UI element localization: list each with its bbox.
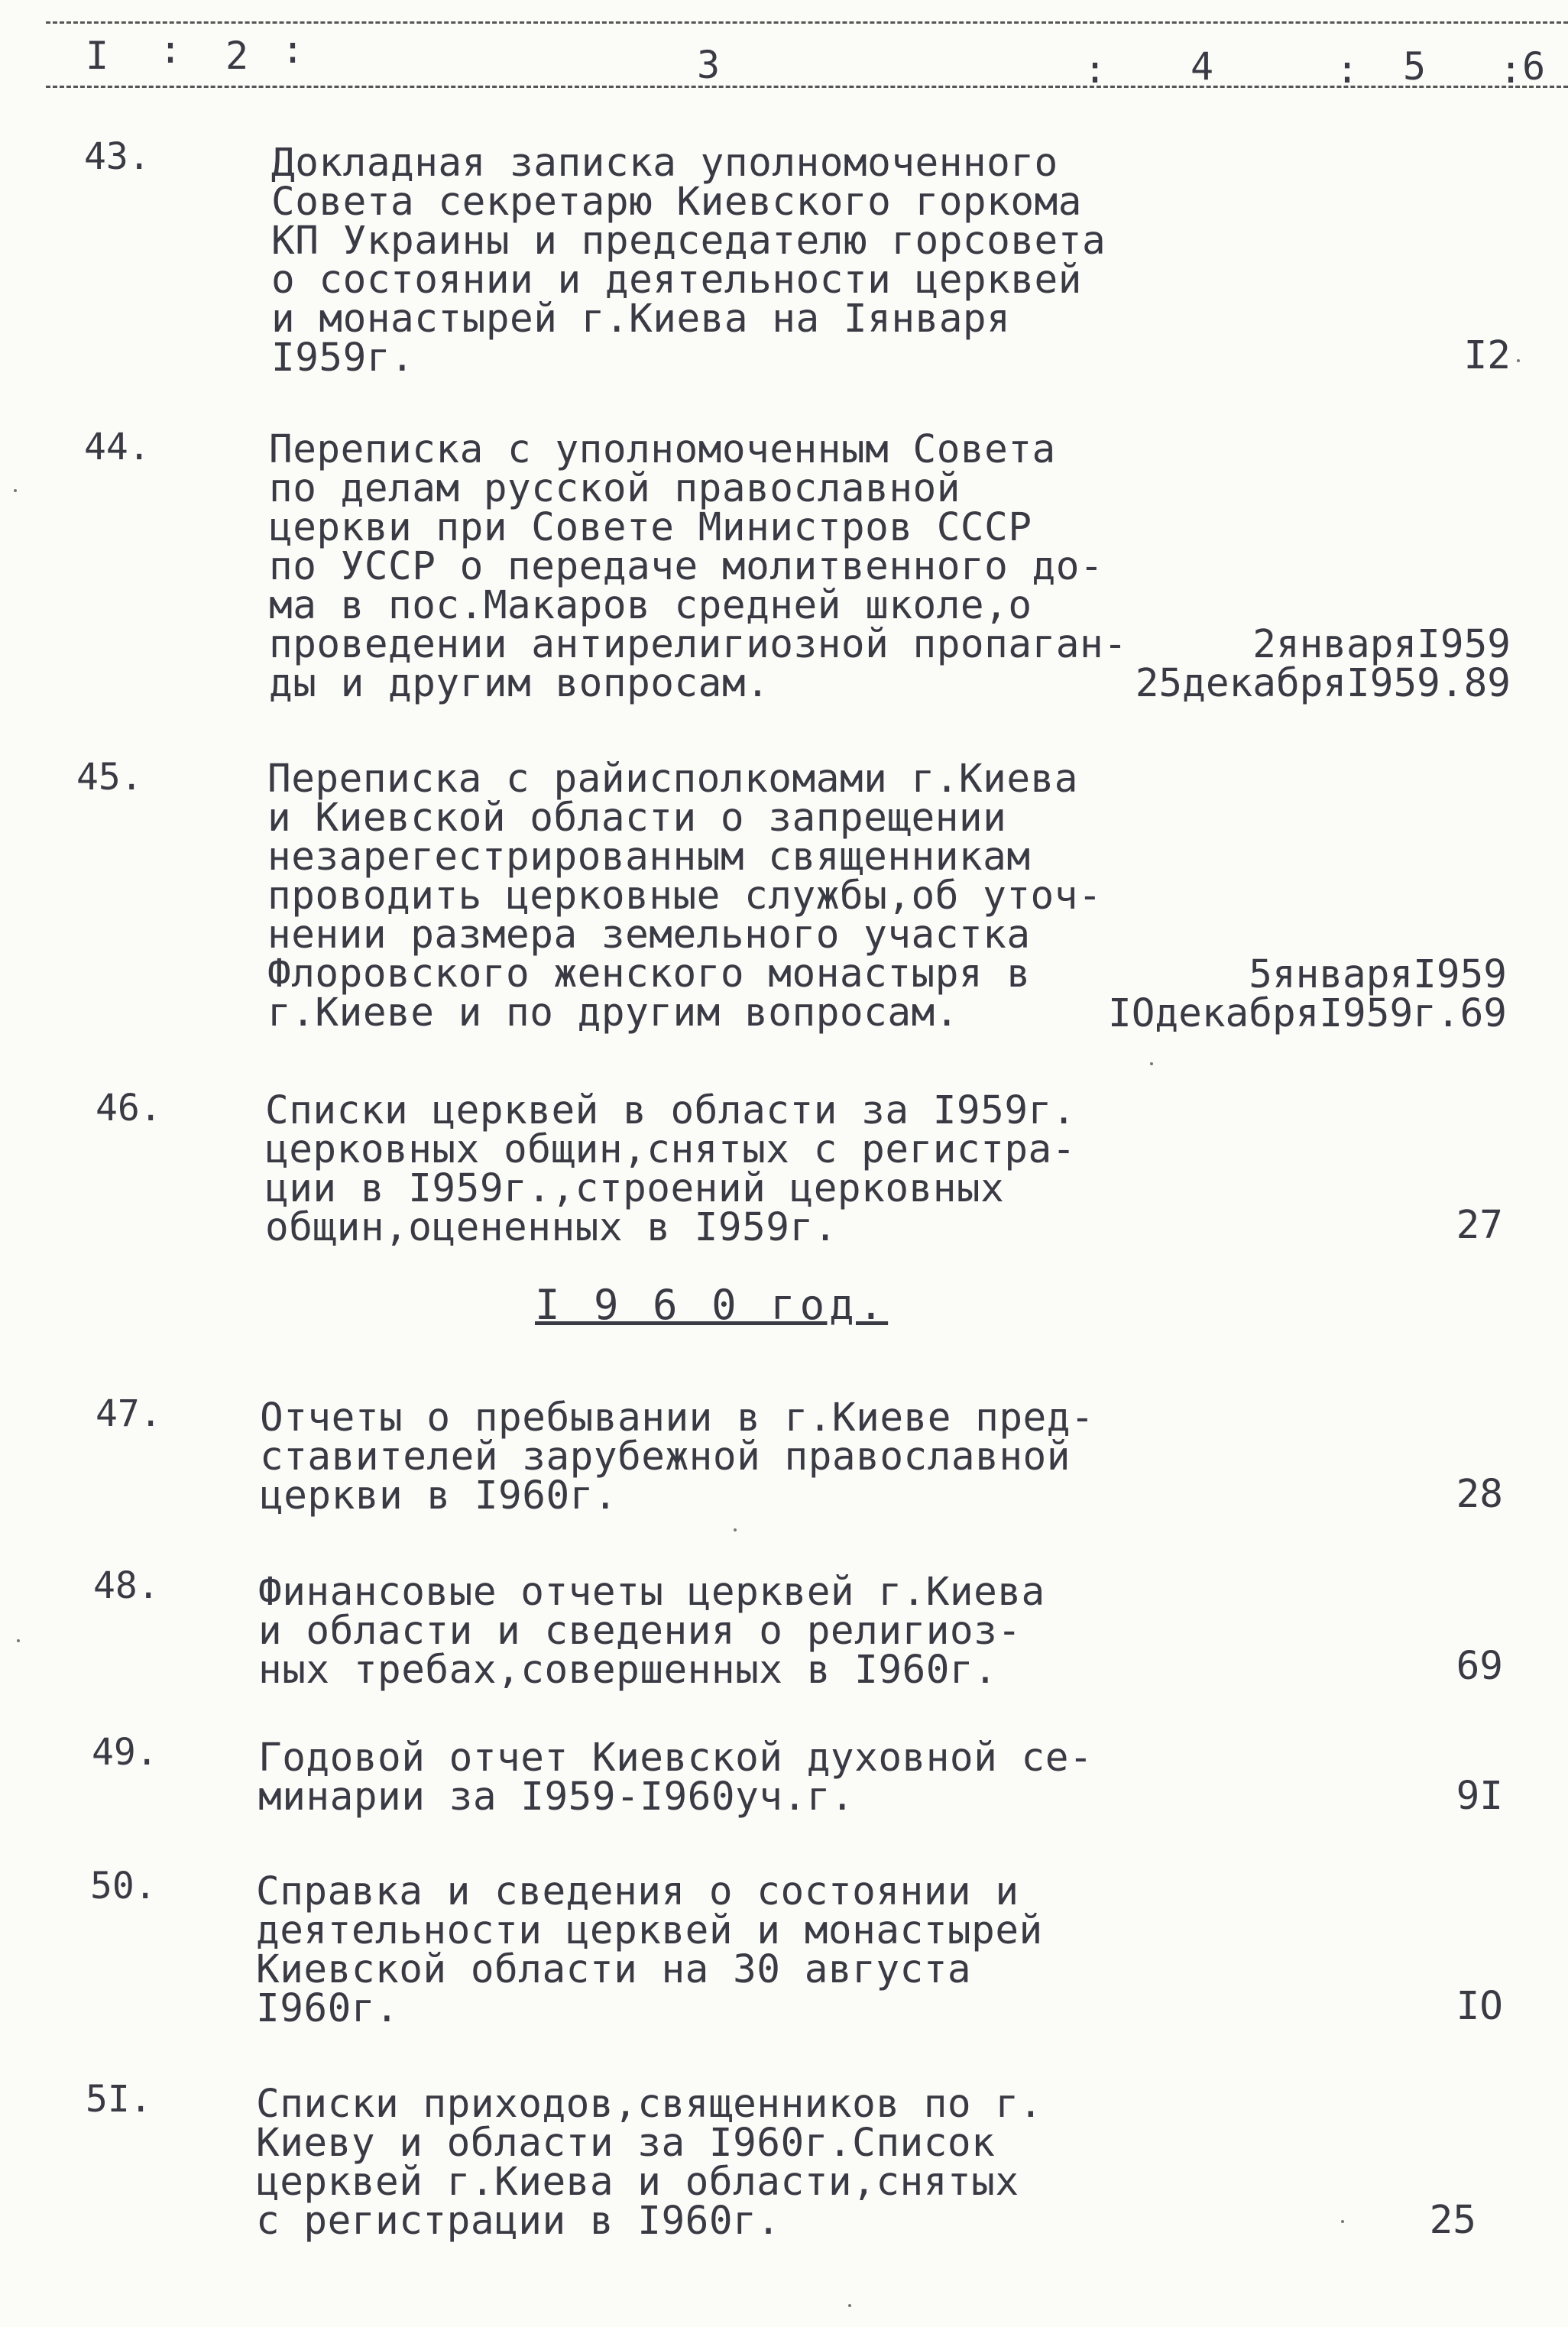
header-col-5: 5: [1403, 44, 1427, 89]
entry-number: 43.: [84, 135, 151, 178]
scan-speck: [848, 2304, 851, 2307]
header-sep: :: [1336, 47, 1359, 92]
header-sep: :: [1084, 47, 1107, 92]
scan-speck: [1517, 359, 1520, 362]
entry-number: 44.: [84, 426, 151, 468]
header-col-2: 2: [225, 34, 249, 78]
entry-description: Списки приходов,священников по г. Киеву и области за I960г.Список церквей г.Киева и области,снятых с регистрации в I960г.: [256, 2082, 1043, 2244]
entry-description: Переписка с уполномоченным Совета по делам русской православной церкви при Совете Министров СССР по УССР о передаче молитвенного до- ма в пос.Макаров средней школе,о проведении антирелигиозной пропаган- ды и другим вопросам.: [269, 427, 1128, 706]
scan-speck: [17, 1639, 20, 1642]
entry-description: Годовой отчет Киевской духовной се- минарии за I959-I960уч.г.: [258, 1736, 1093, 1820]
entry-number: 48.: [93, 1564, 160, 1607]
entry-description: Докладная записка уполномоченного Совета секретарю Киевского горкома КП Украины и председателю горсовета о состоянии и деятельности церквей и монастырей г.Киева на Iянваря I959г.: [271, 141, 1106, 381]
scan-speck: [1341, 2220, 1344, 2223]
entry-pages: 25: [1429, 2198, 1476, 2243]
entry-pages: 69: [1456, 1644, 1503, 1689]
header-col-3: 3: [697, 43, 721, 87]
header-sep: :: [281, 28, 305, 72]
entry-description: Списки церквей в области за I959г. церковных общин,снятых с регистра- ции в I959г.,строений церковных общин,оцененных в I959г.: [265, 1088, 1076, 1250]
entry-dates: 5январяI959 IOдекабряI959г.69: [1108, 952, 1507, 1036]
entry-number: 50.: [90, 1865, 157, 1907]
entry-pages: I2: [1463, 333, 1511, 378]
entry-description: Справка и сведения о состоянии и деятельности церквей и монастырей Киевской области на 30 августа I960г.: [256, 1869, 1043, 2031]
entry-description: Финансовые отчеты церквей г.Киева и области и сведения о религиоз- ных требах,совершенных в I960г.: [258, 1570, 1045, 1693]
header-col-6: 6: [1522, 44, 1546, 89]
entry-number: 45.: [76, 756, 143, 799]
entry-dates: 2январяI959 25декабряI959.89: [1135, 622, 1511, 706]
scan-speck: [734, 1528, 737, 1531]
scan-speck: [14, 489, 17, 492]
entry-pages: 9I: [1456, 1774, 1503, 1819]
entry-pages: IO: [1456, 1984, 1503, 2029]
entry-number: 46.: [96, 1087, 162, 1129]
entry-description: Отчеты о пребывании в г.Киеве пред- ставителей зарубежной православной церкви в I960г.: [260, 1395, 1095, 1518]
entry-pages: 27: [1456, 1203, 1503, 1248]
entry-description: Переписка с райисполкомами г.Киева и Киевской области о запрещении незарегестрированным священникам проводить церковные службы,об уточ- нении размера земельного участка Флоровского женского монастыря в г.Киеве и по другим вопросам.: [267, 757, 1103, 1035]
entry-number: 47.: [96, 1392, 162, 1435]
header-col-4: 4: [1191, 44, 1214, 89]
entry-number: 5I.: [86, 2078, 152, 2121]
year-heading: I 9 6 0 год.: [535, 1281, 889, 1329]
header-top-rule: [46, 21, 1568, 24]
scan-speck: [1150, 1062, 1153, 1065]
header-col-1: I: [86, 34, 109, 78]
header-sep: :: [159, 28, 183, 72]
entry-number: 49.: [92, 1731, 158, 1774]
header-sep: :: [1499, 47, 1523, 92]
entry-pages: 28: [1456, 1472, 1503, 1517]
